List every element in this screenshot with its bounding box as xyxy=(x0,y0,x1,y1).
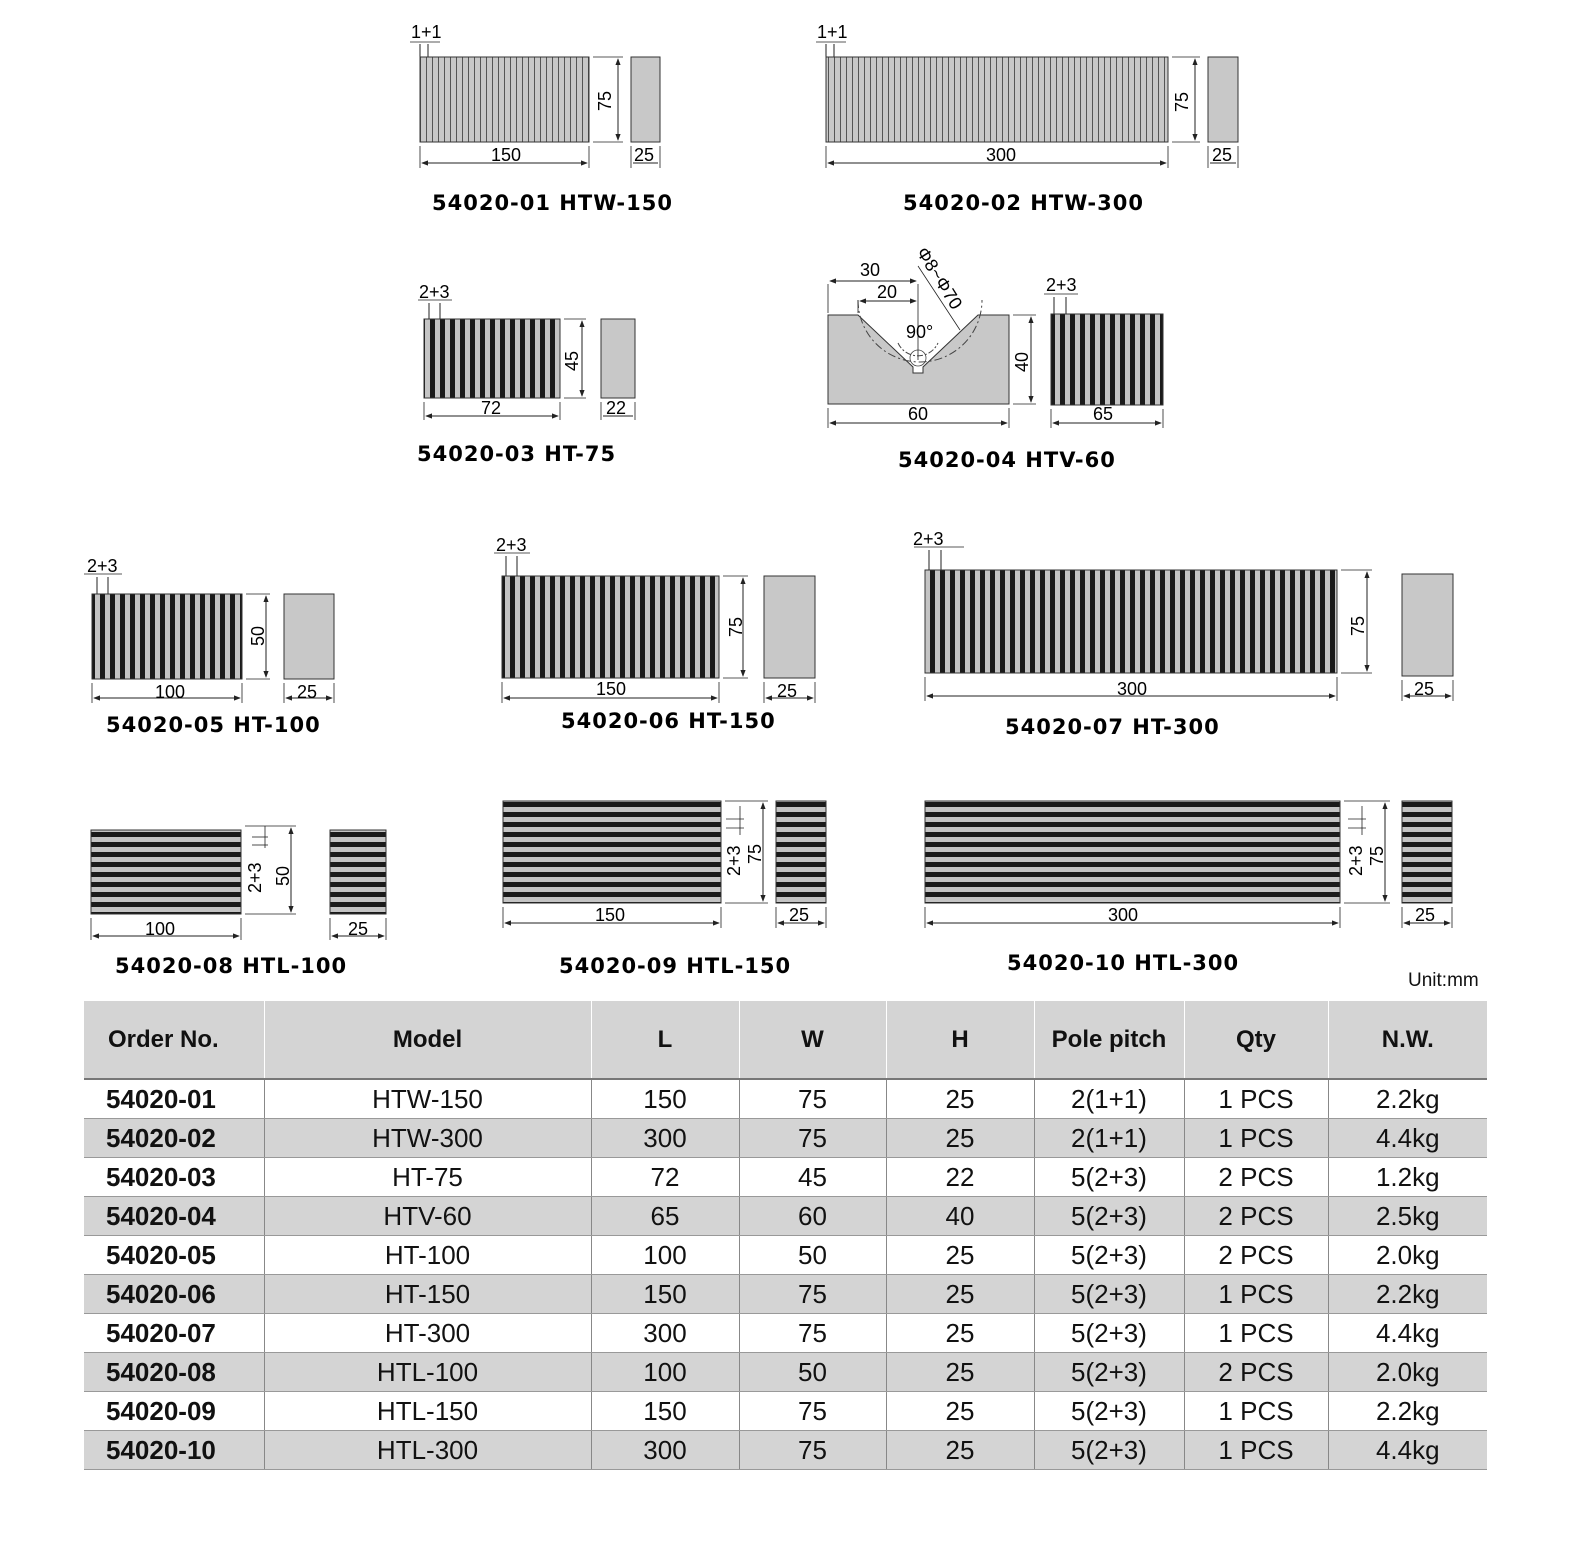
cell-order-no: 54020-05 xyxy=(84,1236,264,1275)
unit-label: Unit:mm xyxy=(1408,970,1479,991)
side-view xyxy=(1402,801,1452,903)
height-label: 75 xyxy=(595,90,615,111)
face-view xyxy=(420,57,589,142)
cell-w: 75 xyxy=(739,1314,886,1353)
cell-pole-pitch: 5(2+3) xyxy=(1034,1275,1184,1314)
product-ht-300 xyxy=(913,529,1453,739)
cell-h: 25 xyxy=(886,1275,1034,1314)
product-caption: 54020-02 HTW-300 xyxy=(903,191,1144,215)
cell-order-no: 54020-10 xyxy=(84,1431,264,1470)
cell-nw: 4.4kg xyxy=(1328,1119,1487,1158)
cell-l: 100 xyxy=(591,1236,739,1275)
side-view xyxy=(1051,314,1163,405)
cell-order-no: 54020-02 xyxy=(84,1119,264,1158)
cell-h: 25 xyxy=(886,1353,1034,1392)
cell-pole-pitch: 5(2+3) xyxy=(1034,1236,1184,1275)
cell-pole-pitch: 5(2+3) xyxy=(1034,1392,1184,1431)
cell-model: HTL-150 xyxy=(264,1392,591,1431)
table-row xyxy=(84,1431,1487,1470)
cell-pole-pitch: 5(2+3) xyxy=(1034,1197,1184,1236)
cell-l: 100 xyxy=(591,1353,739,1392)
cell-order-no: 54020-06 xyxy=(84,1275,264,1314)
cell-w: 45 xyxy=(739,1158,886,1197)
width-label: 25 xyxy=(1415,905,1436,925)
product-ht-150 xyxy=(494,535,815,733)
length-label: 60 xyxy=(908,404,929,424)
width-label: 25 xyxy=(1414,679,1435,699)
table-row xyxy=(84,1119,1487,1158)
cell-nw: 2.0kg xyxy=(1328,1236,1487,1275)
column-header-model: Model xyxy=(264,1001,591,1079)
product-caption: 54020-10 HTL-300 xyxy=(1007,951,1240,975)
product-caption: 54020-05 HT-100 xyxy=(106,713,321,737)
width-label: 22 xyxy=(606,398,627,418)
cell-nw: 2.0kg xyxy=(1328,1353,1487,1392)
side-view xyxy=(284,594,334,679)
side-view xyxy=(1402,574,1453,676)
cell-qty: 1 PCS xyxy=(1184,1392,1328,1431)
pitch-label: 2+3 xyxy=(1046,275,1077,295)
cell-order-no: 54020-01 xyxy=(84,1079,264,1119)
cell-order-no: 54020-07 xyxy=(84,1314,264,1353)
product-caption: 54020-01 HTW-150 xyxy=(432,191,673,215)
cell-qty: 1 PCS xyxy=(1184,1079,1328,1119)
column-header-qty: Qty xyxy=(1184,1001,1328,1079)
side-view xyxy=(1208,57,1238,142)
pitch-label: 2+3 xyxy=(913,529,944,549)
face-view xyxy=(502,576,719,678)
table-row xyxy=(84,1275,1487,1314)
v-inner-label: 20 xyxy=(877,282,898,302)
cell-w: 75 xyxy=(739,1079,886,1119)
product-caption: 54020-06 HT-150 xyxy=(561,709,776,733)
cell-pole-pitch: 2(1+1) xyxy=(1034,1119,1184,1158)
height-label: 75 xyxy=(726,616,746,637)
cell-qty: 2 PCS xyxy=(1184,1353,1328,1392)
cell-w: 75 xyxy=(739,1392,886,1431)
length-label: 300 xyxy=(986,145,1017,165)
cell-h: 25 xyxy=(886,1236,1034,1275)
cell-order-no: 54020-03 xyxy=(84,1158,264,1197)
cell-qty: 2 PCS xyxy=(1184,1158,1328,1197)
cell-h: 25 xyxy=(886,1314,1034,1353)
face-view xyxy=(925,570,1337,673)
table-row xyxy=(84,1392,1487,1431)
cell-pole-pitch: 5(2+3) xyxy=(1034,1314,1184,1353)
height-label: 75 xyxy=(1172,91,1192,112)
length-label: 150 xyxy=(595,905,626,925)
pitch-label: 2+3 xyxy=(245,862,265,893)
cell-w: 75 xyxy=(739,1431,886,1470)
product-ht-100 xyxy=(84,556,334,737)
pitch-label: 2+3 xyxy=(1346,845,1366,876)
width-label: 25 xyxy=(634,145,655,165)
product-htl-150 xyxy=(503,801,826,978)
width-label: 25 xyxy=(297,682,318,702)
product-caption: 54020-09 HTL-150 xyxy=(559,954,792,978)
cell-qty: 2 PCS xyxy=(1184,1197,1328,1236)
cell-l: 72 xyxy=(591,1158,739,1197)
column-header-l: L xyxy=(591,1001,739,1079)
product-caption: 54020-07 HT-300 xyxy=(1005,715,1220,739)
cell-qty: 1 PCS xyxy=(1184,1119,1328,1158)
pitch-label: 2+3 xyxy=(496,535,527,555)
height-label: 45 xyxy=(562,350,582,371)
width-label: 25 xyxy=(777,681,798,701)
cell-h: 25 xyxy=(886,1431,1034,1470)
face-view xyxy=(92,594,242,679)
cell-l: 300 xyxy=(591,1314,739,1353)
cell-nw: 2.2kg xyxy=(1328,1392,1487,1431)
cell-h: 25 xyxy=(886,1392,1034,1431)
cell-nw: 4.4kg xyxy=(1328,1431,1487,1470)
v-outer-label: 30 xyxy=(860,260,881,280)
side-view xyxy=(764,576,815,678)
product-htl-100 xyxy=(91,826,386,978)
length-label: 150 xyxy=(596,679,627,699)
cell-pole-pitch: 5(2+3) xyxy=(1034,1431,1184,1470)
product-htw-150 xyxy=(410,22,673,215)
pitch-label: 2+3 xyxy=(419,282,450,302)
v-angle-label: 90° xyxy=(906,322,934,342)
cell-model: HTL-100 xyxy=(264,1353,591,1392)
product-htl-300 xyxy=(925,801,1452,975)
table-header-row xyxy=(84,1001,1487,1079)
table-row xyxy=(84,1353,1487,1392)
height-label: 50 xyxy=(248,625,268,646)
width-label: 25 xyxy=(348,919,369,939)
cell-l: 150 xyxy=(591,1275,739,1314)
cell-model: HT-150 xyxy=(264,1275,591,1314)
face-view xyxy=(424,319,560,398)
cell-nw: 1.2kg xyxy=(1328,1158,1487,1197)
face-view xyxy=(91,830,241,914)
cell-h: 25 xyxy=(886,1079,1034,1119)
length2-label: 65 xyxy=(1093,404,1114,424)
cell-pole-pitch: 2(1+1) xyxy=(1034,1079,1184,1119)
cell-nw: 2.2kg xyxy=(1328,1275,1487,1314)
spec-table xyxy=(84,1001,1487,1470)
product-caption: 54020-03 HT-75 xyxy=(417,442,617,466)
cell-qty: 2 PCS xyxy=(1184,1236,1328,1275)
cell-l: 150 xyxy=(591,1392,739,1431)
cell-h: 25 xyxy=(886,1119,1034,1158)
length-label: 300 xyxy=(1108,905,1139,925)
cell-model: HTV-60 xyxy=(264,1197,591,1236)
cell-h: 40 xyxy=(886,1197,1034,1236)
side-view xyxy=(330,830,386,914)
height-label: 75 xyxy=(1348,615,1368,636)
cell-l: 65 xyxy=(591,1197,739,1236)
pitch-label: 1+1 xyxy=(817,22,848,42)
cell-qty: 1 PCS xyxy=(1184,1275,1328,1314)
cell-model: HT-75 xyxy=(264,1158,591,1197)
table-row xyxy=(84,1079,1487,1119)
pitch-label: 1+1 xyxy=(411,22,442,42)
height-label: 75 xyxy=(1367,845,1387,866)
product-caption: 54020-04 HTV-60 xyxy=(898,448,1116,472)
face-view xyxy=(925,801,1340,903)
height-label: 40 xyxy=(1012,351,1032,372)
cell-model: HT-300 xyxy=(264,1314,591,1353)
cell-qty: 1 PCS xyxy=(1184,1431,1328,1470)
cell-qty: 1 PCS xyxy=(1184,1314,1328,1353)
cell-w: 60 xyxy=(739,1197,886,1236)
cell-w: 75 xyxy=(739,1275,886,1314)
height-label: 75 xyxy=(745,843,765,864)
cell-model: HTL-300 xyxy=(264,1431,591,1470)
product-htw-300 xyxy=(816,22,1238,215)
cell-l: 300 xyxy=(591,1119,739,1158)
side-view xyxy=(776,801,826,903)
product-htv-60 xyxy=(828,244,1163,472)
cell-order-no: 54020-04 xyxy=(84,1197,264,1236)
height-label: 50 xyxy=(273,865,293,886)
cell-w: 50 xyxy=(739,1353,886,1392)
length-label: 72 xyxy=(481,398,502,418)
cell-nw: 4.4kg xyxy=(1328,1314,1487,1353)
width-label: 25 xyxy=(1212,145,1233,165)
table-row xyxy=(84,1314,1487,1353)
cell-l: 150 xyxy=(591,1079,739,1119)
table-row xyxy=(84,1158,1487,1197)
cell-h: 22 xyxy=(886,1158,1034,1197)
column-header-h: H xyxy=(886,1001,1034,1079)
pitch-label: 2+3 xyxy=(87,556,118,576)
face-view xyxy=(503,801,721,903)
cell-w: 75 xyxy=(739,1119,886,1158)
length-label: 150 xyxy=(491,145,522,165)
column-header-nw: N.W. xyxy=(1328,1001,1487,1079)
cell-w: 50 xyxy=(739,1236,886,1275)
column-header-pole-pitch: Pole pitch xyxy=(1034,1001,1184,1079)
length-label: 100 xyxy=(145,919,176,939)
pitch-label: 2+3 xyxy=(724,845,744,876)
cell-nw: 2.2kg xyxy=(1328,1079,1487,1119)
cell-model: HTW-300 xyxy=(264,1119,591,1158)
table-row xyxy=(84,1236,1487,1275)
length-label: 300 xyxy=(1117,679,1148,699)
column-header-w: W xyxy=(739,1001,886,1079)
cell-pole-pitch: 5(2+3) xyxy=(1034,1353,1184,1392)
width-label: 25 xyxy=(789,905,810,925)
side-view xyxy=(601,319,635,398)
cell-pole-pitch: 5(2+3) xyxy=(1034,1158,1184,1197)
cell-nw: 2.5kg xyxy=(1328,1197,1487,1236)
cell-l: 300 xyxy=(591,1431,739,1470)
column-header-order-no: Order No. xyxy=(84,1001,264,1079)
face-view xyxy=(826,57,1168,142)
cell-order-no: 54020-09 xyxy=(84,1392,264,1431)
length-label: 100 xyxy=(155,682,186,702)
cell-model: HT-100 xyxy=(264,1236,591,1275)
product-ht-75 xyxy=(417,282,635,466)
table-row xyxy=(84,1197,1487,1236)
cell-order-no: 54020-08 xyxy=(84,1353,264,1392)
v-diameter-label: Φ8~Φ70 xyxy=(912,243,967,313)
product-caption: 54020-08 HTL-100 xyxy=(115,954,348,978)
cell-model: HTW-150 xyxy=(264,1079,591,1119)
side-view xyxy=(631,57,660,142)
